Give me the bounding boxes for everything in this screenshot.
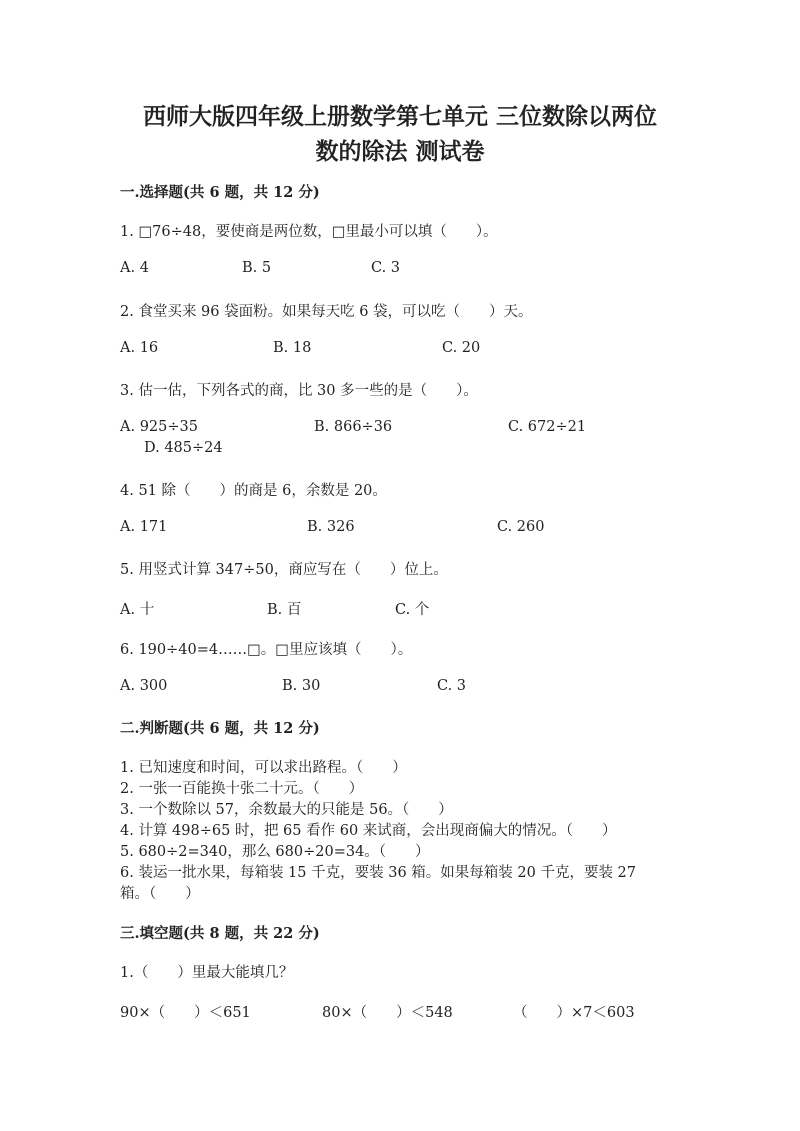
question-6: 6. 190÷40=4……□。□里应该填（ ）。 (120, 642, 413, 658)
q5-option-c: C. 个 (395, 602, 430, 618)
judgement-item-3: 3. 一个数除以 57，余数最大的只能是 56。（ ） (120, 802, 453, 818)
question-5: 5. 用竖式计算 347÷50，商应写在（ ）位上。 (120, 562, 448, 578)
q4-option-b: B. 326 (307, 519, 355, 535)
q6-option-c: C. 3 (437, 678, 467, 694)
q4-option-a: A. 171 (120, 519, 168, 535)
fill-question-1: 1.（ ）里最大能填几？ (120, 965, 294, 981)
judgement-item-6-continued: 箱。（ ） (120, 886, 200, 902)
q2-option-a: A. 16 (120, 340, 159, 356)
q1-option-c: C. 3 (371, 260, 401, 276)
q6-option-b: B. 30 (282, 678, 321, 694)
section-heading-fill-blank: 三.填空题(共 8 题，共 22 分) (120, 925, 320, 942)
question-3: 3. 估一估，下列各式的商，比 30 多一些的是（ ）。 (120, 383, 478, 399)
fill-blank-3: （ ）×7＜603 (513, 1005, 635, 1021)
section-heading-choice: 一.选择题(共 6 题，共 12 分) (120, 184, 320, 201)
q3-option-b: B. 866÷36 (314, 419, 393, 435)
q1-option-b: B. 5 (242, 260, 272, 276)
q6-option-a: A. 300 (120, 678, 168, 694)
judgement-item-5: 5. 680÷2=340，那么 680÷20=34。（ ） (120, 844, 430, 860)
q4-option-c: C. 260 (497, 519, 545, 535)
q5-option-a: A. 十 (120, 602, 155, 618)
fill-blank-1: 90×（ ）＜651 (120, 1005, 251, 1021)
q2-option-c: C. 20 (442, 340, 481, 356)
question-4: 4. 51 除（ ）的商是 6，余数是 20。 (120, 483, 387, 499)
judgement-item-1: 1. 已知速度和时间，可以求出路程。（ ） (120, 760, 407, 776)
q2-option-b: B. 18 (273, 340, 312, 356)
q1-option-a: A. 4 (120, 260, 149, 276)
question-1: 1. □76÷48，要使商是两位数，□里最小可以填（ ）。 (120, 224, 498, 240)
judgement-item-2: 2. 一张一百能换十张二十元。（ ） (120, 781, 364, 797)
q3-option-c: C. 672÷21 (508, 419, 587, 435)
q3-option-a: A. 925÷35 (120, 419, 198, 435)
judgement-item-4: 4. 计算 498÷65 时，把 65 看作 60 来试商，会出现商偏大的情况。（ ） (120, 823, 617, 839)
question-2: 2. 食堂买来 96 袋面粉。如果每天吃 6 袋，可以吃（ ）天。 (120, 304, 533, 320)
document-title-line2: 数的除法 测试卷 (315, 138, 485, 165)
fill-blank-2: 80×（ ）＜548 (322, 1005, 453, 1021)
q5-option-b: B. 百 (267, 602, 302, 618)
q3-option-d: D. 485÷24 (144, 440, 223, 456)
judgement-item-6: 6. 装运一批水果，每箱装 15 千克，要装 36 箱。如果每箱装 20 千克，要装 27 (120, 865, 637, 881)
section-heading-judgement: 二.判断题(共 6 题，共 12 分) (120, 720, 320, 737)
document-title-line1: 西师大版四年级上册数学第七单元 三位数除以两位 (142, 103, 657, 130)
